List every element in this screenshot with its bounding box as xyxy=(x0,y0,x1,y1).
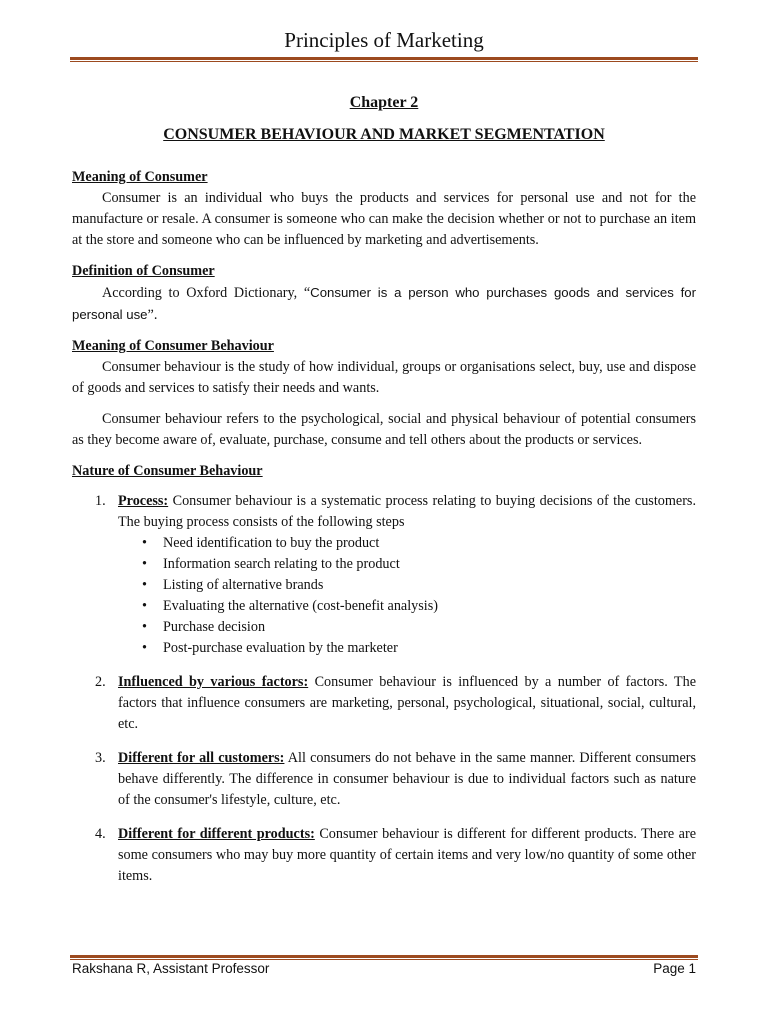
list-item xyxy=(72,672,696,735)
list-number: 2. xyxy=(95,674,106,690)
bullet-text: Evaluating the alternative (cost-benefit analysis) xyxy=(163,598,438,614)
page-number: Page 1 xyxy=(653,961,696,976)
heading-meaning-consumer: Meaning of Consumer xyxy=(72,169,208,185)
heading-meaning-behaviour: Meaning of Consumer Behaviour xyxy=(72,338,274,354)
list-item xyxy=(72,824,696,887)
bullet-item xyxy=(118,575,696,596)
list-text: Consumer behaviour is a systematic process relating to buying decisions of the customers. The buying process consists of the following steps xyxy=(118,493,696,530)
bullet-icon: • xyxy=(142,619,147,635)
paragraph-behaviour-study: Consumer behaviour is the study of how individual, groups or organisations select, buy, use and dispose of goods and services to satisfy their needs and wants. xyxy=(72,359,696,396)
list-term: Process: xyxy=(118,493,169,509)
bullet-text: Purchase decision xyxy=(163,619,266,635)
definition-quote: Consumer is a person who purchases goods and services for personal use xyxy=(72,285,696,322)
list-text: Consumer behaviour is influenced by a number of factors. The factors that influence consumers are marketing, personal, psychological, situational, social, cultural, etc. xyxy=(118,674,696,732)
definition-lead-text: According to Oxford Dictionary, “ xyxy=(102,285,311,301)
footer-author: Rakshana R, Assistant Professor xyxy=(72,961,270,976)
nature-list xyxy=(72,491,696,887)
list-item xyxy=(72,748,696,811)
bullet-item xyxy=(118,554,696,575)
bullet-icon: • xyxy=(142,577,147,593)
chapter-label: Chapter 2 xyxy=(349,94,419,111)
heading-definition-consumer: Definition of Consumer xyxy=(72,263,215,279)
paragraph-definition-consumer xyxy=(72,282,696,326)
header-rule xyxy=(70,57,698,62)
running-header-title: Principles of Marketing xyxy=(284,28,484,52)
list-number: 4. xyxy=(95,826,106,842)
heading-nature-behaviour: Nature of Consumer Behaviour xyxy=(72,463,263,479)
paragraph-meaning-consumer: Consumer is an individual who buys the products and services for personal use and not for the manufacture or resale. A consumer is someone who can make the decision whether or not to purchase an item at the store and someone who can be influenced by marketing and advertisements. xyxy=(72,190,696,248)
bullet-item xyxy=(118,638,696,659)
bullet-item xyxy=(118,533,696,554)
list-number: 3. xyxy=(95,750,106,766)
list-term: Influenced by various factors: xyxy=(118,674,309,690)
definition-closing: ”. xyxy=(147,307,158,323)
bullet-text: Need identification to buy the product xyxy=(163,535,380,551)
list-number: 1. xyxy=(95,493,106,509)
list-text: All consumers do not behave in the same manner. Different consumers behave differently. The difference in consumer behaviour is due to individual factors such as nature of the consumer's lifestyle, culture, etc. xyxy=(118,750,697,808)
list-term: Different for different products: xyxy=(118,826,315,842)
list-text: Consumer behaviour is different for different products. There are some consumers who may buy more quantity of certain items and very low/no quantity of some other items. xyxy=(118,826,696,884)
list-term: Different for all customers: xyxy=(118,750,285,766)
bullet-icon: • xyxy=(142,535,147,551)
footer-rule xyxy=(70,955,698,960)
list-item xyxy=(72,491,696,659)
bullet-text: Post-purchase evaluation by the marketer xyxy=(163,640,398,656)
bullet-icon: • xyxy=(142,598,147,614)
page-content xyxy=(72,92,696,887)
buying-steps-list xyxy=(118,533,696,659)
bullet-icon: • xyxy=(142,556,147,572)
bullet-item xyxy=(118,596,696,617)
bullet-text: Information search relating to the product xyxy=(163,556,400,572)
bullet-item xyxy=(118,617,696,638)
paragraph-behaviour-refers: Consumer behaviour refers to the psychological, social and physical behaviour of potential consumers as they become aware of, evaluate, purchase, consume and tell others about the products or services. xyxy=(72,411,696,448)
bullet-icon: • xyxy=(142,640,147,656)
chapter-title: CONSUMER BEHAVIOUR AND MARKET SEGMENTATION xyxy=(163,126,605,143)
bullet-text: Listing of alternative brands xyxy=(163,577,324,593)
